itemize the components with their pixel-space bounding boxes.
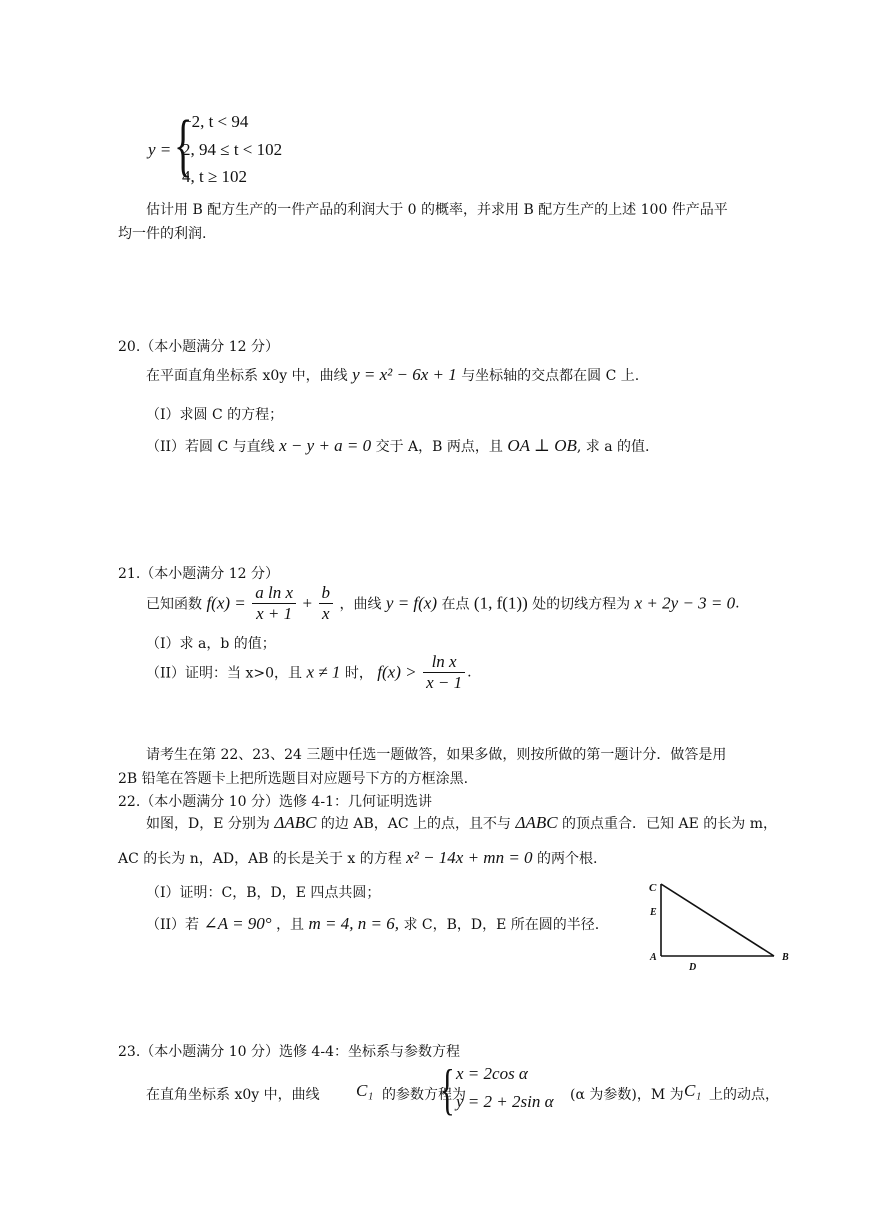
q21-condition: x ≠ 1	[306, 662, 341, 682]
q20-stem-text-a: 在平面直角坐标系 x0y 中，曲线	[146, 368, 348, 384]
instructions-line-2: 2B 铅笔在答题卡上把所选题目对应题号下方的方框涂黑.	[118, 771, 469, 787]
q21-inequality-lhs: f(x) >	[377, 662, 417, 682]
q19-tail-line-2: 均一件的利润.	[118, 226, 207, 242]
label-a: A	[650, 952, 657, 963]
instructions-line-1: 请考生在第 22、23、24 三题中任选一题做答，如果多做，则按所做的第一题计分．做答是用	[146, 747, 727, 763]
triangle-figure	[640, 874, 800, 974]
q20-stem-text-b: 与坐标轴的交点都在圆 C 上.	[461, 368, 640, 384]
q22-part-1: （I）证明：C，B，D，E 四点共圆；	[146, 885, 381, 901]
q21-plus: +	[302, 593, 313, 613]
q22-triangle-1: ΔABC	[274, 813, 317, 832]
label-b: B	[782, 952, 789, 963]
q23-system-row-2: y = 2 + 2sin α	[456, 1092, 554, 1111]
q22-stem-1-text-b: 的边 AB，AC 上的点，且不与	[320, 816, 512, 832]
piecewise-function	[148, 107, 348, 190]
q23-stem-text-d: 上的动点，	[709, 1087, 779, 1103]
piecewise-brace: {	[174, 107, 193, 184]
q22-stem-1-text-a: 如图，D，E 分别为	[146, 816, 270, 832]
q22-header: 22.（本小题满分 10 分）选修 4-1：几何证明选讲	[118, 794, 432, 810]
q20-stem	[146, 365, 639, 385]
q21-stem-text-d: 处的切线方程为	[532, 596, 631, 613]
q23-system-row-1: x = 2cos α	[456, 1064, 528, 1083]
q21-fraction-1-denominator: x + 1	[256, 604, 293, 623]
q22-triangle-2: ΔABC	[515, 813, 558, 832]
q23-stem	[146, 1059, 826, 1124]
q20-curve-equation: y = x² − 6x + 1	[352, 365, 457, 384]
q23-c1: C₁	[356, 1081, 374, 1100]
q22-stem-line-2	[118, 848, 597, 868]
triangle-shape	[661, 884, 774, 956]
q21-point: (1, f(1))	[473, 593, 528, 613]
q21-fraction-1	[252, 583, 296, 624]
label-c: C	[649, 882, 657, 894]
q21-stem-text-e: .	[735, 595, 740, 612]
label-d: D	[689, 962, 697, 973]
q21-fraction-3-denominator: x − 1	[426, 673, 463, 692]
q21-part-2-text-a: （II）证明：当 x>0，且	[146, 665, 303, 682]
q22-values: m = 4, n = 6,	[308, 914, 399, 933]
piecewise-row-3: 4, t ≥ 102	[182, 167, 248, 186]
q21-tangent-equation: x + 2y − 3 = 0	[634, 593, 736, 613]
q20-header: 20.（本小题满分 12 分）	[118, 339, 279, 355]
q21-stem-text-a: 已知函数	[146, 596, 202, 613]
q23-system-brace: {	[440, 1059, 455, 1121]
q22-part-2-text-c: 求 C，B，D，E 所在圆的半径.	[403, 917, 600, 933]
q22-quadratic-equation: x² − 14x + mn = 0	[406, 848, 533, 867]
q22-angle-condition: ∠A = 90°	[203, 914, 272, 933]
piecewise-lhs: y =	[148, 140, 172, 159]
q23-c1-second: C₁	[684, 1081, 702, 1100]
q21-fraction-1-numerator: a ln x	[252, 583, 296, 604]
q21-part-2	[146, 652, 472, 693]
label-e: E	[650, 907, 657, 918]
q22-stem-1-text-c: 的顶点重合．已知 AE 的长为 m，	[562, 816, 777, 832]
q21-stem	[146, 583, 740, 624]
q21-fraction-2	[319, 583, 334, 624]
piecewise-row-2: 2, 94 ≤ t < 102	[182, 140, 283, 159]
q21-part-2-text-b: 时，	[344, 665, 373, 682]
q20-part-1: （I）求圆 C 的方程；	[146, 407, 284, 423]
q21-fraction-3-numerator: ln x	[423, 652, 465, 673]
q21-stem-text-b: ，曲线	[339, 596, 382, 613]
q20-part-2	[146, 436, 650, 456]
q20-line-equation: x − y + a = 0	[279, 436, 372, 455]
q23-stem-text-c: (α 为参数)，M 为	[570, 1087, 684, 1103]
q23-header: 23.（本小题满分 10 分）选修 4-4：坐标系与参数方程	[118, 1044, 460, 1060]
q22-part-2	[146, 914, 599, 934]
q20-part-2-text-a: （II）若圆 C 与直线	[146, 439, 275, 455]
q21-curve: y = f(x)	[385, 593, 438, 613]
q20-part-2-text-c: , 求 a 的值.	[576, 439, 650, 455]
q21-header: 21.（本小题满分 12 分）	[118, 566, 279, 582]
q20-perpendicular: OA ⊥ OB	[507, 436, 577, 455]
q22-stem-2-text-a: AC 的长为 n，AD，AB 的长是关于 x 的方程	[118, 851, 402, 867]
q21-fraction-2-denominator: x	[321, 604, 330, 623]
q20-part-2-text-b: 交于 A，B 两点，且	[375, 439, 503, 455]
q22-part-2-text-a: （II）若	[146, 917, 200, 933]
q21-part-1: （I）求 a，b 的值；	[146, 636, 276, 652]
q21-fraction-3	[423, 652, 465, 693]
q19-tail-line-1: 估计用 B 配方生产的一件产品的利润大于 0 的概率，并求用 B 配方生产的上述 100 件产品平	[146, 202, 728, 218]
q21-fraction-2-numerator: b	[319, 583, 334, 604]
piecewise-row-1: −2, t < 94	[182, 112, 249, 131]
q22-stem-2-text-b: 的两个根.	[537, 851, 598, 867]
q21-part-2-end: .	[467, 664, 472, 681]
q22-stem-line-1	[146, 813, 777, 833]
q23-stem-text-a: 在直角坐标系 x0y 中，曲线	[146, 1087, 320, 1103]
q21-stem-text-c: 在点	[441, 596, 470, 613]
q21-fx: f(x) =	[206, 593, 246, 613]
q23-stem-text-b: 的参数方程为	[382, 1087, 466, 1103]
q22-part-2-text-b: ，且	[276, 917, 305, 933]
